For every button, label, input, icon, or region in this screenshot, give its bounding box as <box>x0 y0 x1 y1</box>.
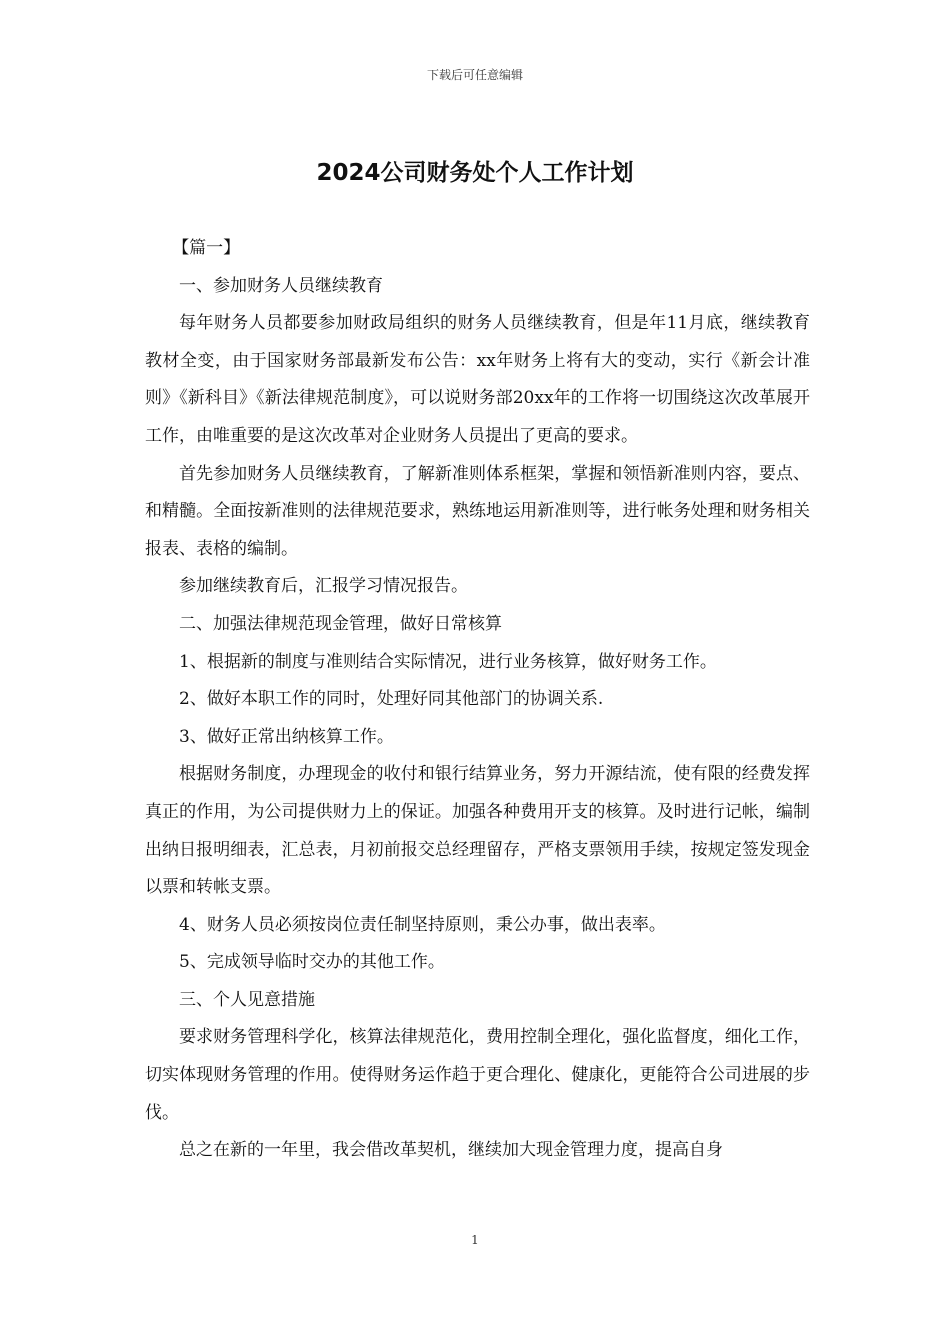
section-marker: 【篇一】 <box>172 238 241 258</box>
paragraph: 根据财务制度，办理现金的收付和银行结算业务，努力开源结流，使有限的经费发挥真正的作用，为公司提供财力上的保证。加强各种费用开支的核算。及时进行记帐，编制出纳日报明细表，汇总表，月初前报交总经理留存，严格支票领用手续，按规定签发现金以票和转帐支票。 <box>145 764 810 898</box>
page-number: 1 <box>471 1233 479 1247</box>
paragraph: 首先参加财务人员继续教育，了解新准则体系框架，掌握和领悟新准则内容，要点、和精髓。全面按新准则的法律规范要求，熟练地运用新准则等，进行帐务处理和财务相关报表、表格的编制。 <box>145 463 810 559</box>
paragraph: 总之在新的一年里，我会借改革契机，继续加大现金管理力度，提高自身 <box>179 1140 723 1161</box>
paragraph: 要求财务管理科学化，核算法律规范化，费用控制全理化，强化监督度，细化工作，切实体现财务管理的作用。使得财务运作趋于更合理化、健康化，更能符合公司进展的步伐。 <box>145 1027 810 1123</box>
list-item: 1、根据新的制度与准则结合实际情况，进行业务核算，做好财务工作。 <box>179 651 717 672</box>
list-item: 4、财务人员必须按岗位责任制坚持原则，秉公办事，做出表率。 <box>179 914 666 935</box>
list-item: 2、做好本职工作的同时，处理好同其他部门的协调关系. <box>179 689 604 710</box>
paragraph: 每年财务人员都要参加财政局组织的财务人员继续教育，但是年11月底，继续教育教材全变，由于国家财务部最新发布公告：xx年财务上将有大的变动，实行《新会计准则》《新科目》《新法律规范制度》，可以说财务部20xx年的工作将一切围绕这次改革展开工作，由唯重要的是这次改革对企业财务人员提出了更高的要求。 <box>145 313 810 446</box>
section-heading: 一、参加财务人员继续教育 <box>179 275 383 296</box>
list-item: 5、完成领导临时交办的其他工作。 <box>179 952 445 973</box>
section-heading: 三、个人见意措施 <box>179 989 315 1010</box>
page-header: 下载后可任意编辑 <box>426 68 523 82</box>
paragraph: 参加继续教育后，汇报学习情况报告。 <box>179 576 468 597</box>
document-body <box>145 230 810 1170</box>
document-title: 2024公司财务处个人工作计划 <box>316 160 634 186</box>
section-heading: 二、加强法律规范现金管理，做好日常核算 <box>179 613 502 634</box>
list-item: 3、做好正常出纳核算工作。 <box>179 726 394 747</box>
